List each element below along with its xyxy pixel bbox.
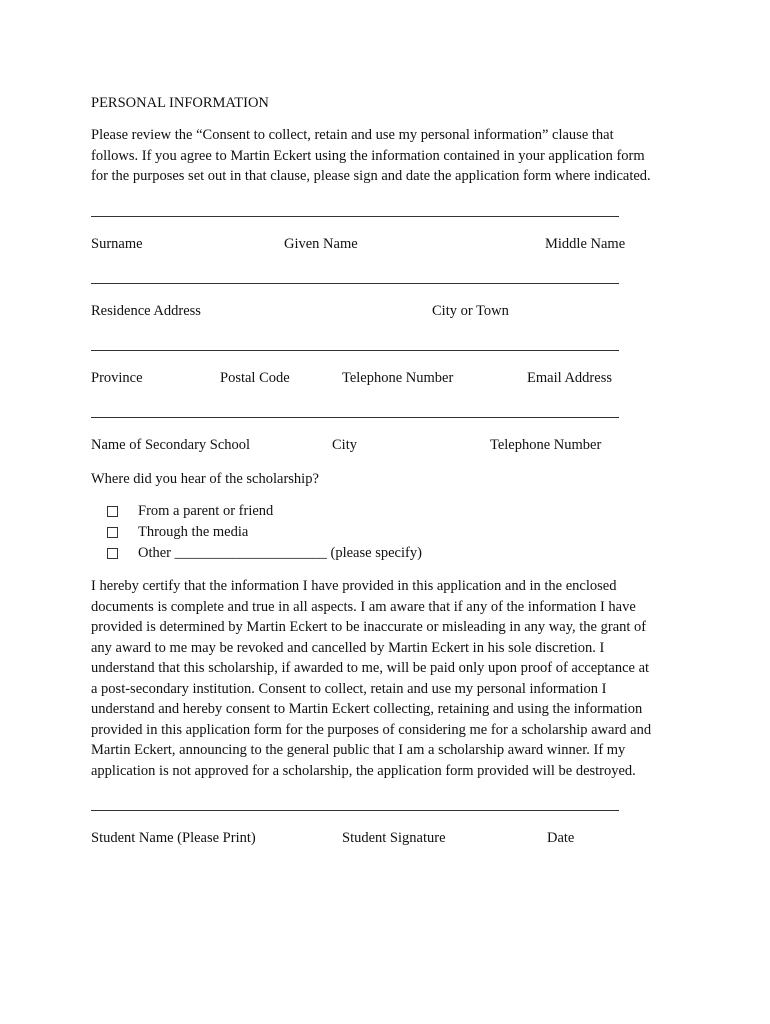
option-parent-friend-label: From a parent or friend (138, 503, 274, 519)
postal-code-label: Postal Code (220, 370, 290, 386)
student-name-label: Student Name (Please Print) (91, 830, 256, 846)
certification-line: documents is complete and true in all aspects. I am aware that if any of the information I have (91, 598, 636, 615)
student-signature-label: Student Signature (342, 830, 446, 846)
province-label: Province (91, 370, 143, 386)
page-heading: PERSONAL INFORMATION (91, 95, 269, 111)
email-address-label: Email Address (527, 370, 612, 386)
contact-line[interactable] (91, 350, 619, 351)
school-line[interactable] (91, 417, 619, 418)
school-telephone-label: Telephone Number (490, 437, 602, 453)
certification-line: understand and hereby consent to Martin Eckert collecting, retaining and using the information (91, 701, 643, 717)
certification-line: provided in this application form for the purposes of considering me for a scholarship award and (91, 721, 652, 738)
given-name-label: Given Name (284, 236, 358, 252)
checkbox-media[interactable] (107, 527, 118, 538)
secondary-school-label: Name of Secondary School (91, 437, 251, 453)
intro-line: follows. If you agree to Martin Eckert using the information contained in your application form (91, 147, 645, 164)
certification-line: application is not approved for a scholarship, the application form provided will be destroyed. (91, 762, 636, 779)
certification-line: a post-secondary institution. Consent to collect, retain and use my personal information I (91, 680, 607, 697)
certification-line: any award to me may be revoked and cancelled by Martin Eckert in his sole discretion. I (91, 639, 605, 656)
checkbox-other[interactable] (107, 548, 118, 559)
scholarship-source-question: Where did you hear of the scholarship? (91, 471, 319, 487)
middle-name-label: Middle Name (545, 236, 626, 252)
option-other-label: Other _____________________ (please specify) (138, 545, 422, 561)
school-city-label: City (332, 437, 357, 453)
intro-line: Please review the “Consent to collect, retain and use my personal information” clause that (91, 127, 614, 143)
checkbox-parent-friend[interactable] (107, 506, 118, 517)
certification-paragraph (91, 576, 691, 781)
name-signature-line[interactable] (91, 216, 619, 217)
surname-label: Surname (91, 236, 143, 252)
residence-address-label: Residence Address (91, 303, 201, 319)
certification-line: Martin Eckert, announcing to the general public that I am a scholarship award winner. If my (91, 742, 626, 758)
city-or-town-label: City or Town (432, 303, 509, 319)
signature-line[interactable] (91, 810, 619, 811)
intro-paragraph (91, 125, 691, 187)
telephone-number-label: Telephone Number (342, 370, 454, 386)
certification-line: provided is determined by Martin Eckert to be inaccurate or misleading in any way, the grant of (91, 619, 647, 635)
certification-line: understand that this scholarship, if awarded to me, will be paid only upon proof of acceptance at (91, 660, 650, 676)
intro-line: for the purposes set out in that clause, please sign and date the application form where indicated. (91, 168, 651, 184)
option-media-label: Through the media (138, 524, 249, 540)
date-label: Date (547, 830, 575, 846)
certification-line: I hereby certify that the information I have provided in this application and in the enclosed (91, 578, 617, 594)
address-line[interactable] (91, 283, 619, 284)
